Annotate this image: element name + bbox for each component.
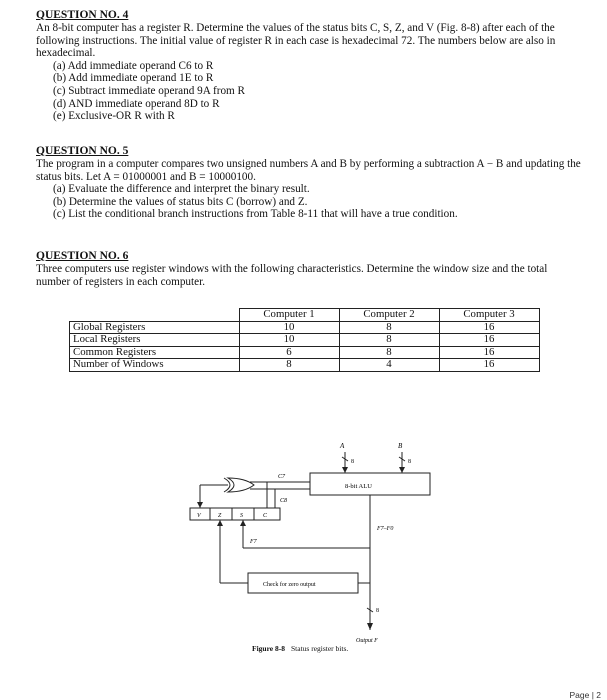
table-row — [70, 321, 540, 334]
label-c8: C8 — [280, 498, 288, 504]
question-4-items — [36, 60, 581, 123]
question-4-item-d: (d) AND immediate operand 8D to R — [53, 97, 220, 110]
table-cell: 8 — [339, 321, 439, 334]
question-4-item-c: (c) Subtract immediate operand 9A from R — [53, 84, 245, 97]
table-cell: 8 — [239, 359, 339, 372]
label-f-range: F7–F0 — [377, 526, 394, 532]
question-4-text: An 8-bit computer has a register R. Determine the values of the status bits C, S, Z, and V (Fig. 8-8) after each of the following instructions. The initial value of register R in each case is hexadecimal 72. The numbers below are also in hexadecimal. — [36, 22, 556, 60]
table-cell: 16 — [439, 321, 539, 334]
question-4-item-b: (b) Add immediate operand 1E to R — [53, 72, 214, 85]
bit-s: S — [240, 513, 243, 519]
question-5-text: The program in a computer compares two unsigned numbers A and B by performing a subtraction A − B and updating the status bits. Let A = 01000001 and B = 10000100. — [36, 158, 581, 183]
figure-caption-text: Status register bits. — [290, 644, 349, 653]
question-5-title: QUESTION NO. 5 — [36, 145, 129, 157]
alu-label: 8-bit ALU — [345, 483, 372, 490]
table-header-row — [70, 309, 540, 322]
table-cell: 16 — [439, 346, 539, 359]
table-row — [70, 334, 540, 347]
row-label-local: Local Registers — [70, 334, 240, 347]
bus-width-f: 8 — [376, 608, 379, 614]
figure-number: Figure 8-8 — [252, 644, 285, 653]
table-cell: 6 — [239, 346, 339, 359]
register-windows-table — [69, 308, 540, 372]
row-label-common: Common Registers — [70, 346, 240, 359]
question-5-item-b: (b) Determine the values of status bits C (borrow) and Z. — [53, 195, 308, 208]
label-a: A — [340, 442, 345, 450]
table-cell: 16 — [439, 359, 539, 372]
table-cell: 4 — [339, 359, 439, 372]
table-row — [70, 359, 540, 372]
question-5-items — [36, 183, 581, 221]
bit-c: C — [263, 513, 268, 519]
page-number: Page | 2 — [569, 690, 601, 700]
output-label: Output F — [356, 638, 378, 644]
question-6-text: Three computers use register windows with the following characteristics. Determine the window size and the total number of registers in each computer. — [36, 263, 548, 288]
question-5-item-a: (a) Evaluate the difference and interpret the binary result. — [53, 183, 310, 196]
bit-v: V — [197, 513, 201, 519]
question-5-item-c: (c) List the conditional branch instructions from Table 8-11 that will have a true condition. — [53, 208, 458, 221]
question-6 — [36, 250, 581, 288]
question-4-item-a: (a) Add immediate operand C6 to R — [53, 59, 214, 72]
table-header-computer-2: Computer 2 — [339, 309, 439, 322]
table-cell: 16 — [439, 334, 539, 347]
bit-z: Z — [218, 513, 222, 519]
row-label-windows: Number of Windows — [70, 359, 240, 372]
label-c7: C7 — [278, 474, 286, 480]
label-f7: F7 — [250, 539, 257, 545]
label-b: B — [398, 442, 403, 450]
question-6-title: QUESTION NO. 6 — [36, 250, 129, 262]
table-corner-cell — [70, 309, 240, 322]
table-cell: 10 — [239, 334, 339, 347]
bus-width-b: 8 — [408, 459, 411, 465]
table-cell: 8 — [339, 346, 439, 359]
zero-check-label: Check for zero output — [263, 582, 316, 588]
table-cell: 10 — [239, 321, 339, 334]
figure-caption — [252, 644, 348, 653]
table-cell: 8 — [339, 334, 439, 347]
table-header-computer-3: Computer 3 — [439, 309, 539, 322]
row-label-global: Global Registers — [70, 321, 240, 334]
table-header-computer-1: Computer 1 — [239, 309, 339, 322]
xor-gate — [228, 478, 254, 492]
question-4-item-e: (e) Exclusive-OR R with R — [53, 110, 175, 123]
question-4 — [36, 9, 581, 123]
status-register-figure — [170, 430, 460, 660]
table-row — [70, 346, 540, 359]
bus-width-a: 8 — [351, 459, 354, 465]
question-5 — [36, 145, 581, 221]
question-4-title: QUESTION NO. 4 — [36, 9, 129, 21]
